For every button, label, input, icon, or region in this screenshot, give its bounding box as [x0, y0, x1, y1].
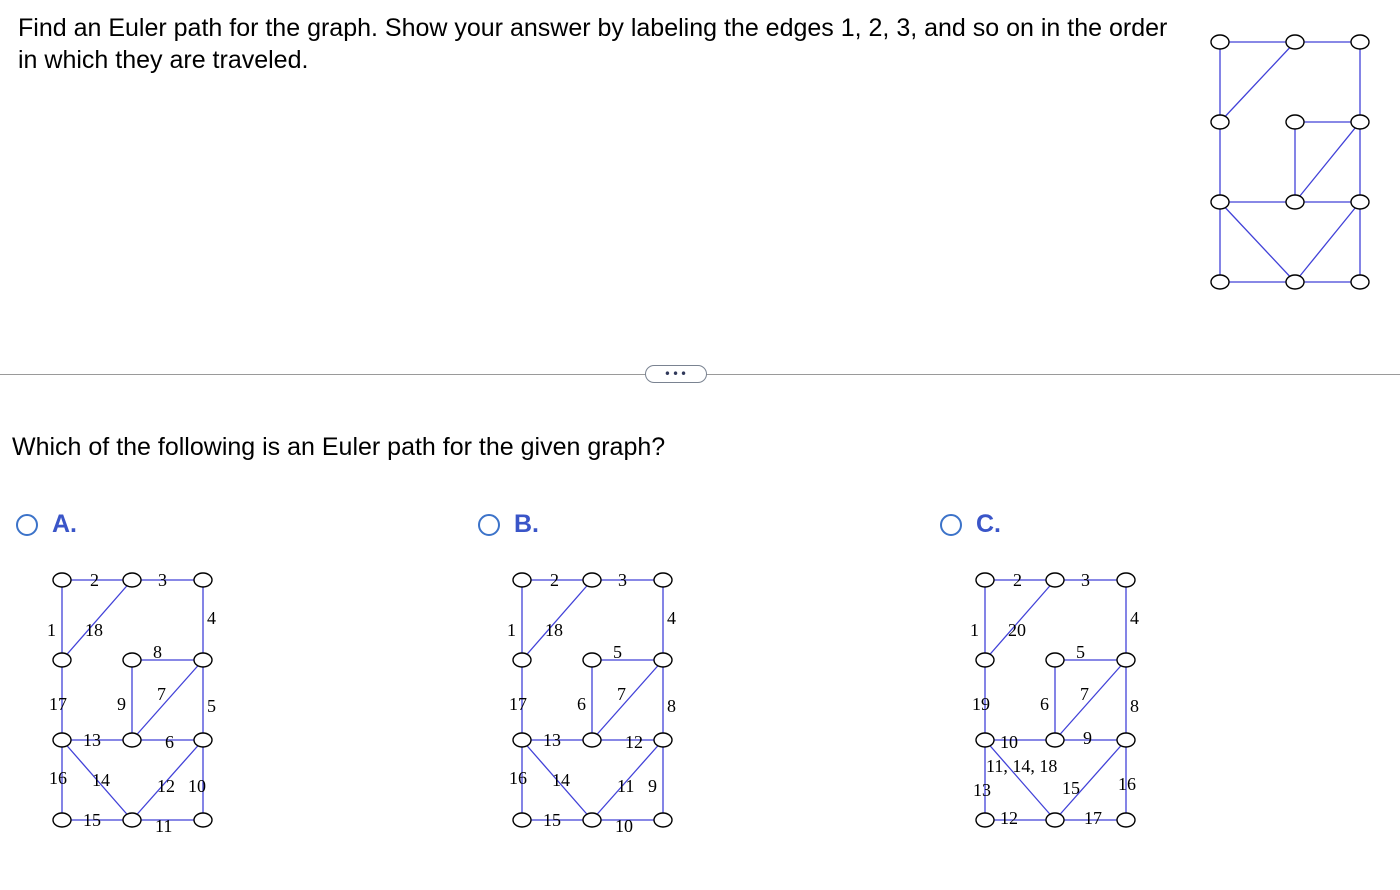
option-a-radio[interactable]	[16, 514, 38, 536]
edge-label-inner_left: 6	[577, 694, 586, 714]
vertex	[1046, 733, 1064, 747]
vertex	[194, 653, 212, 667]
vertex	[976, 573, 994, 587]
graph-edge	[1295, 122, 1360, 202]
vertex	[513, 573, 531, 587]
vertex	[1117, 573, 1135, 587]
graph-vertex	[1351, 35, 1369, 49]
edge-label-left_upper: 1	[47, 620, 56, 640]
graph-vertex	[1351, 115, 1369, 129]
edge-inner_diag	[592, 660, 663, 740]
edge-v_left	[985, 740, 1058, 820]
edge-label-right_middle: 8	[667, 696, 676, 716]
prompt-text: Which of the following is an Euler path for the given graph?	[12, 433, 666, 461]
edge-label-mid_left: 10	[1000, 732, 1018, 752]
option-c-letter: C.	[976, 510, 1001, 538]
edge-label-left_lower: 16	[509, 768, 527, 788]
option-b-graph	[505, 560, 685, 840]
option-c-radio[interactable]	[940, 514, 962, 536]
edge-label-v_left: 14	[92, 770, 110, 790]
graph-vertex	[1286, 275, 1304, 289]
edge-label-diag_upper: 18	[545, 620, 563, 640]
edge-label-diag_upper: 18	[85, 620, 103, 640]
edge-label-inner_top: 8	[153, 642, 162, 662]
edge-label-bottom_right: 10	[615, 816, 633, 836]
graph-edge	[1295, 202, 1360, 282]
edge-label-right_upper: 4	[667, 608, 676, 628]
vertex	[654, 733, 672, 747]
edge-label-v_left: 14	[552, 770, 570, 790]
graph-vertex	[1286, 195, 1304, 209]
vertex	[513, 653, 531, 667]
vertex	[123, 813, 141, 827]
option-a-graph	[45, 560, 225, 840]
graph-edge	[1220, 202, 1295, 282]
graph-vertex	[1211, 115, 1229, 129]
option-b[interactable]	[478, 510, 539, 539]
vertex	[1117, 653, 1135, 667]
edge-label-inner_left: 9	[117, 694, 126, 714]
question-graph	[1200, 20, 1380, 295]
edge-label-mid_right: 6	[165, 732, 174, 752]
edge-label-inner_top: 5	[1076, 642, 1085, 662]
vertex	[123, 573, 141, 587]
expand-more-button[interactable]: •••	[645, 365, 707, 383]
edge-label-inner_diag: 7	[157, 684, 166, 704]
edge-label-v_right: 15	[1062, 778, 1080, 798]
graph-vertex	[1286, 115, 1304, 129]
vertex	[194, 573, 212, 587]
vertex	[1046, 573, 1064, 587]
edge-label-right_middle: 5	[207, 696, 216, 716]
graph-vertex	[1211, 195, 1229, 209]
edge-label-inner_top: 5	[613, 642, 622, 662]
vertex	[583, 653, 601, 667]
edge-label-bottom_right: 11	[155, 816, 173, 836]
edge-label-top_right: 3	[1081, 570, 1090, 590]
edge-label-inner_diag: 7	[617, 684, 626, 704]
option-a-letter: A.	[52, 510, 77, 538]
edge-label-inner_diag: 7	[1080, 684, 1089, 704]
graph-vertex	[1351, 275, 1369, 289]
edge-label-v_right: 11	[617, 776, 635, 796]
edge-label-left_upper: 1	[970, 620, 979, 640]
vertex	[583, 733, 601, 747]
edge-label-right_lower: 9	[648, 776, 657, 796]
graph-vertex	[1286, 35, 1304, 49]
edge-label-mid_right: 12	[625, 732, 643, 752]
vertex	[123, 733, 141, 747]
option-b-radio[interactable]	[478, 514, 500, 536]
vertex	[976, 653, 994, 667]
edge-label-v_left: 11, 14, 18	[986, 756, 1058, 776]
edge-label-top_left: 2	[550, 570, 559, 590]
edge-label-right_lower: 16	[1118, 774, 1136, 794]
edge-label-top_left: 2	[90, 570, 99, 590]
vertex	[583, 573, 601, 587]
vertex	[53, 653, 71, 667]
edge-label-left_lower: 13	[973, 780, 991, 800]
question-text: Find an Euler path for the graph. Show your answer by labeling the edges 1, 2, 3, and so on in the order in which they are traveled.	[18, 14, 1168, 74]
graph-vertex	[1351, 195, 1369, 209]
vertex	[53, 573, 71, 587]
edge-label-right_upper: 4	[1130, 608, 1139, 628]
graph-vertex	[1211, 275, 1229, 289]
vertex	[513, 733, 531, 747]
option-b-letter: B.	[514, 510, 539, 538]
edge-label-left_middle: 19	[972, 694, 990, 714]
vertex	[654, 813, 672, 827]
edge-label-mid_right: 9	[1083, 728, 1092, 748]
edge-label-v_right: 12	[157, 776, 175, 796]
vertex	[53, 813, 71, 827]
edge-label-bottom_left: 12	[1000, 808, 1018, 828]
edge-label-diag_upper: 20	[1008, 620, 1026, 640]
edge-label-right_middle: 8	[1130, 696, 1139, 716]
vertex	[976, 813, 994, 827]
vertex	[583, 813, 601, 827]
vertex	[1117, 813, 1135, 827]
option-c-graph	[968, 560, 1148, 840]
graph-vertex	[1211, 35, 1229, 49]
edge-label-right_lower: 10	[188, 776, 206, 796]
vertex	[194, 813, 212, 827]
edge-label-left_lower: 16	[49, 768, 67, 788]
edge-label-top_right: 3	[158, 570, 167, 590]
vertex	[654, 573, 672, 587]
vertex	[1046, 813, 1064, 827]
vertex	[654, 653, 672, 667]
option-c[interactable]	[940, 510, 1001, 539]
edge-label-top_right: 3	[618, 570, 627, 590]
edge-label-left_middle: 17	[509, 694, 527, 714]
vertex	[194, 733, 212, 747]
vertex	[976, 733, 994, 747]
edge-label-mid_left: 13	[83, 730, 101, 750]
edge-label-bottom_right: 17	[1084, 808, 1102, 828]
edge-label-inner_left: 6	[1040, 694, 1049, 714]
edge-label-bottom_left: 15	[83, 810, 101, 830]
vertex	[513, 813, 531, 827]
edge-label-left_middle: 17	[49, 694, 67, 714]
graph-edge	[1220, 42, 1295, 122]
vertex	[1046, 653, 1064, 667]
vertex	[123, 653, 141, 667]
edge-inner_diag	[132, 660, 203, 740]
edge-label-top_left: 2	[1013, 570, 1022, 590]
option-a[interactable]	[16, 510, 77, 539]
vertex	[1117, 733, 1135, 747]
edge-label-right_upper: 4	[207, 608, 216, 628]
edge-label-left_upper: 1	[507, 620, 516, 640]
edge-label-mid_left: 13	[543, 730, 561, 750]
vertex	[53, 733, 71, 747]
edge-label-bottom_left: 15	[543, 810, 561, 830]
